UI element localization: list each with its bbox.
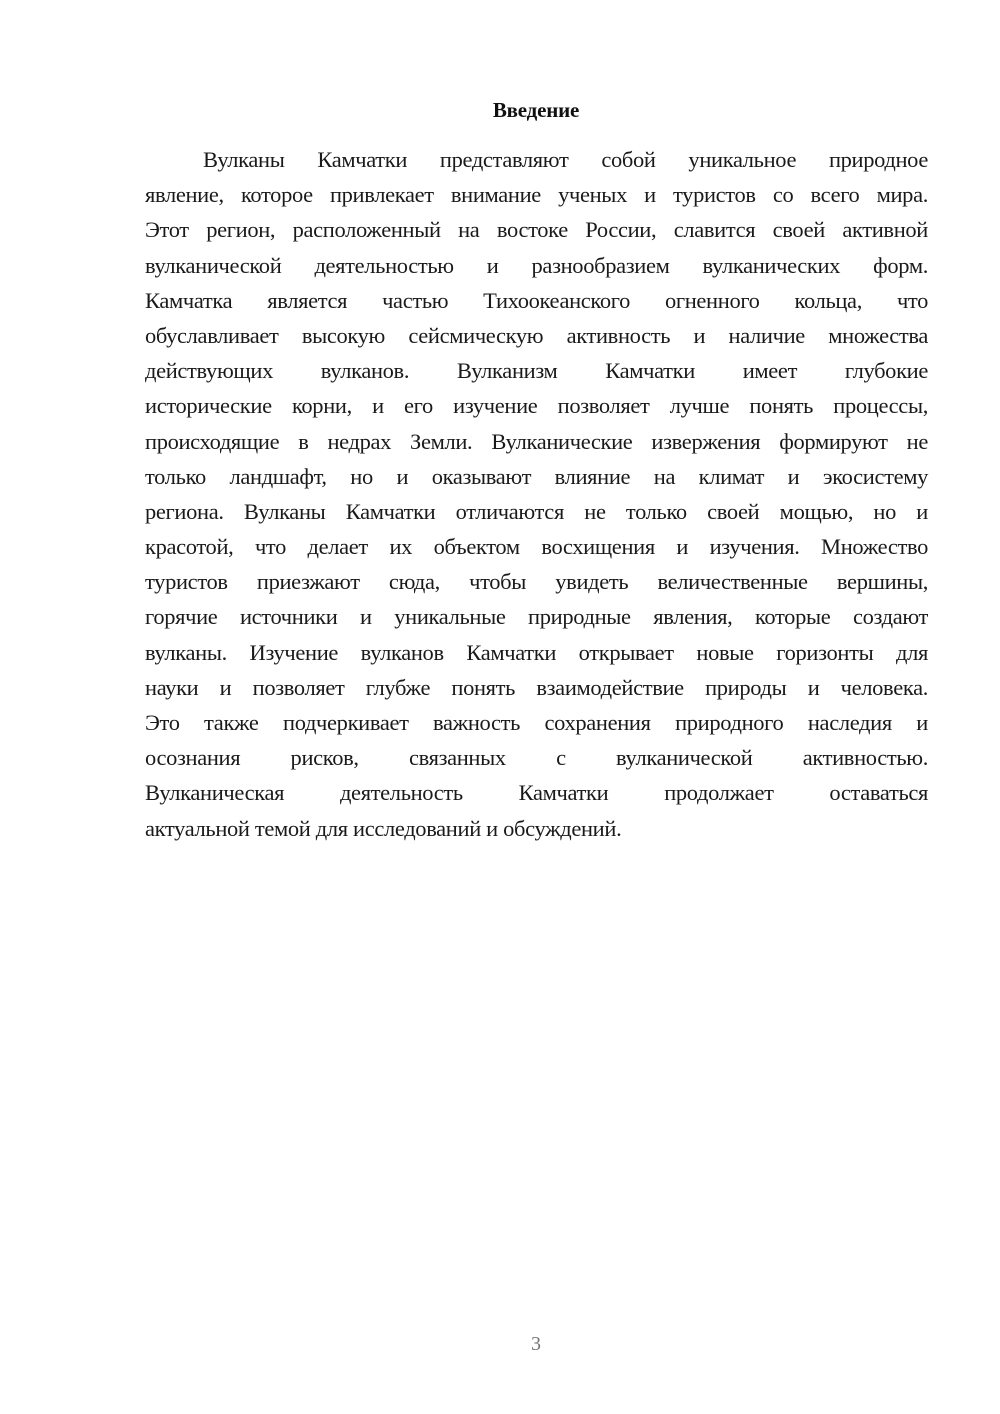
paragraph-line: происходящие в недрах Земли. Вулканические извержения формируют не [145, 428, 928, 454]
paragraph-line: вулканы. Изучение вулканов Камчатки открывает новые горизонты для [145, 639, 928, 665]
paragraph-line: обуславливает высокую сейсмическую активность и наличие множества [145, 322, 928, 348]
paragraph-line: Это также подчеркивает важность сохранения природного наследия и [145, 710, 928, 735]
paragraph-line: вулканической деятельностью и разнообразием вулканических форм. [145, 252, 928, 278]
introduction-paragraph [145, 142, 928, 846]
paragraph-line: действующих вулканов. Вулканизм Камчатки имеет глубокие [145, 358, 928, 384]
paragraph-line: Этот регион, расположенный на востоке России, славится своей активной [145, 217, 928, 243]
paragraph-line: горячие источники и уникальные природные явления, которые создают [145, 604, 928, 630]
paragraph-line: только ландшафт, но и оказывают влияние на климат и экосистему [145, 463, 928, 489]
paragraph-line: актуальной темой для исследований и обсуждений. [145, 815, 622, 841]
paragraph-line: Вулканическая деятельность Камчатки продолжает оставаться [145, 780, 928, 806]
paragraph-line: красотой, что делает их объектом восхищения и изучения. Множество [145, 534, 928, 560]
page-number: 3 [531, 1333, 541, 1355]
paragraph-line: Вулканы Камчатки представляют собой уникальное природное [203, 147, 928, 172]
section-heading: Введение [492, 98, 580, 122]
paragraph-line: Камчатка является частью Тихоокеанского огненного кольца, что [145, 287, 928, 313]
paragraph-line: туристов приезжают сюда, чтобы увидеть величественные вершины, [145, 569, 928, 595]
paragraph-line: науки и позволяет глубже понять взаимодействие природы и человека. [145, 674, 928, 700]
paragraph-line: исторические корни, и его изучение позволяет лучше понять процессы, [145, 393, 928, 419]
paragraph-line: осознания рисков, связанных с вулканической активностью. [145, 745, 928, 771]
paragraph-line: региона. Вулканы Камчатки отличаются не только своей мощью, но и [145, 498, 928, 524]
paragraph-line: явление, которое привлекает внимание ученых и туристов со всего мира. [145, 182, 928, 208]
